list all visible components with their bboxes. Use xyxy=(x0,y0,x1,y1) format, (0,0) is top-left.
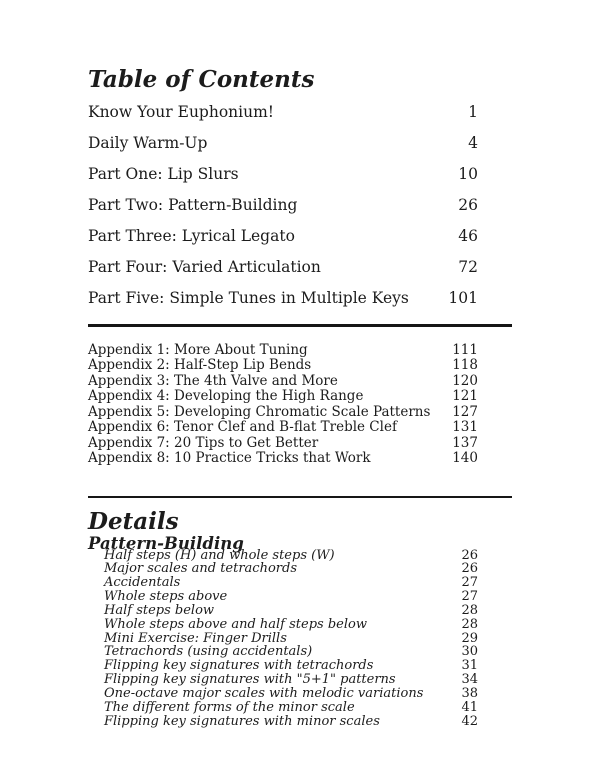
appendix-entry-label: Appendix 4: Developing the High Range xyxy=(88,388,364,405)
toc-entry-page: 46 xyxy=(458,227,478,245)
details-subheading: Pattern-Building xyxy=(88,534,244,553)
appendix-entry xyxy=(88,451,478,466)
appendix-entry-page: 140 xyxy=(452,450,478,467)
divider-rule-top xyxy=(88,324,512,327)
toc-entry-page: 10 xyxy=(458,165,478,183)
details-toc-list xyxy=(104,549,478,729)
appendix-entry-page: 111 xyxy=(452,342,478,358)
detail-entry xyxy=(104,576,478,590)
toc-entry-label: Know Your Euphonium! xyxy=(88,103,275,121)
appendix-entry xyxy=(88,405,478,420)
detail-entry-label: Half steps below xyxy=(104,602,215,618)
detail-entry xyxy=(104,687,478,701)
appendix-entry xyxy=(88,343,478,358)
appendix-entry-label: Appendix 2: Half-Step Lip Bends xyxy=(88,357,312,374)
toc-entry xyxy=(88,221,478,252)
toc-entry-page: 72 xyxy=(458,258,478,276)
appendix-entry-label: Appendix 3: The 4th Valve and More xyxy=(88,372,338,389)
detail-entry-page: 27 xyxy=(461,589,478,605)
detail-entry xyxy=(104,659,478,673)
toc-entry xyxy=(88,252,478,283)
detail-entry-page: 28 xyxy=(461,602,478,618)
detail-entry-label: Half steps (H) and whole steps (W) xyxy=(104,547,335,563)
detail-entry-label: Mini Exercise: Finger Drills xyxy=(104,630,287,646)
appendix-entry xyxy=(88,436,478,451)
detail-entry-page: 31 xyxy=(461,658,478,674)
detail-entry xyxy=(104,715,478,729)
toc-entry-page: 101 xyxy=(448,289,478,307)
appendix-entry-page: 120 xyxy=(452,372,478,389)
detail-entry-label: Major scales and tetrachords xyxy=(104,561,297,577)
detail-entry-label: Flipping key signatures with minor scales xyxy=(104,713,380,729)
appendix-entry-label: Appendix 8: 10 Practice Tricks that Work xyxy=(88,450,371,467)
appendix-entry xyxy=(88,389,478,404)
appendix-entry xyxy=(88,374,478,389)
toc-entry xyxy=(88,159,478,190)
toc-entry-label: Part Two: Pattern-Building xyxy=(88,196,298,214)
appendix-entry-page: 121 xyxy=(452,388,478,405)
detail-entry-page: 38 xyxy=(461,685,478,701)
detail-entry-page: 29 xyxy=(461,630,478,646)
detail-entry xyxy=(104,701,478,715)
detail-entry xyxy=(104,632,478,646)
detail-entry-page: 34 xyxy=(461,672,478,688)
toc-entry-label: Part Five: Simple Tunes in Multiple Keys xyxy=(88,289,409,307)
toc-entry xyxy=(88,283,478,314)
detail-entry-page: 41 xyxy=(461,699,478,715)
details-heading: Details xyxy=(88,508,179,535)
detail-entry-label: Flipping key signatures with "5+1" patterns xyxy=(104,672,396,688)
toc-entry-label: Part Four: Varied Articulation xyxy=(88,258,321,276)
main-toc-list xyxy=(88,97,478,314)
toc-entry-label: Part Three: Lyrical Legato xyxy=(88,227,295,245)
detail-entry-label: Tetrachords (using accidentals) xyxy=(104,644,313,660)
detail-entry-label: Accidentals xyxy=(104,575,181,591)
toc-entry xyxy=(88,128,478,159)
detail-entry xyxy=(104,673,478,687)
appendix-entry xyxy=(88,420,478,435)
appendix-entry xyxy=(88,358,478,373)
detail-entry xyxy=(104,590,478,604)
toc-entry xyxy=(88,97,478,128)
toc-entry xyxy=(88,190,478,221)
detail-entry-page: 26 xyxy=(461,561,478,577)
detail-entry xyxy=(104,549,478,563)
appendix-entry-label: Appendix 5: Developing Chromatic Scale Patterns xyxy=(88,403,431,420)
appendix-entry-page: 118 xyxy=(452,357,478,374)
detail-entry-label: Whole steps above xyxy=(104,589,228,605)
divider-rule-bottom xyxy=(88,496,512,499)
page-title: Table of Contents xyxy=(88,66,315,93)
detail-entry-page: 30 xyxy=(461,644,478,660)
detail-entry-label: Whole steps above and half steps below xyxy=(104,616,367,632)
appendix-entry-page: 127 xyxy=(452,403,478,420)
toc-entry-label: Daily Warm-Up xyxy=(88,134,208,152)
detail-entry xyxy=(104,645,478,659)
detail-entry-page: 27 xyxy=(461,575,478,591)
appendix-entry-label: Appendix 7: 20 Tips to Get Better xyxy=(88,434,319,451)
toc-entry-page: 4 xyxy=(468,134,478,152)
appendix-entry-label: Appendix 6: Tenor Clef and B-flat Treble Clef xyxy=(88,419,397,436)
detail-entry xyxy=(104,562,478,576)
toc-entry-page: 26 xyxy=(458,196,478,214)
detail-entry-label: Flipping key signatures with tetrachords xyxy=(104,658,374,674)
detail-entry-page: 26 xyxy=(461,547,478,563)
detail-entry xyxy=(104,618,478,632)
appendix-entry-page: 131 xyxy=(452,419,478,436)
detail-entry-page: 28 xyxy=(461,616,478,632)
toc-entry-label: Part One: Lip Slurs xyxy=(88,165,239,183)
appendix-toc-list xyxy=(88,343,478,467)
detail-entry xyxy=(104,604,478,618)
toc-entry-page: 1 xyxy=(468,103,478,121)
detail-entry-label: The different forms of the minor scale xyxy=(104,699,355,715)
appendix-entry-label: Appendix 1: More About Tuning xyxy=(88,342,308,358)
detail-entry-label: One-octave major scales with melodic variations xyxy=(104,685,424,701)
appendix-entry-page: 137 xyxy=(452,434,478,451)
detail-entry-page: 42 xyxy=(461,713,478,729)
